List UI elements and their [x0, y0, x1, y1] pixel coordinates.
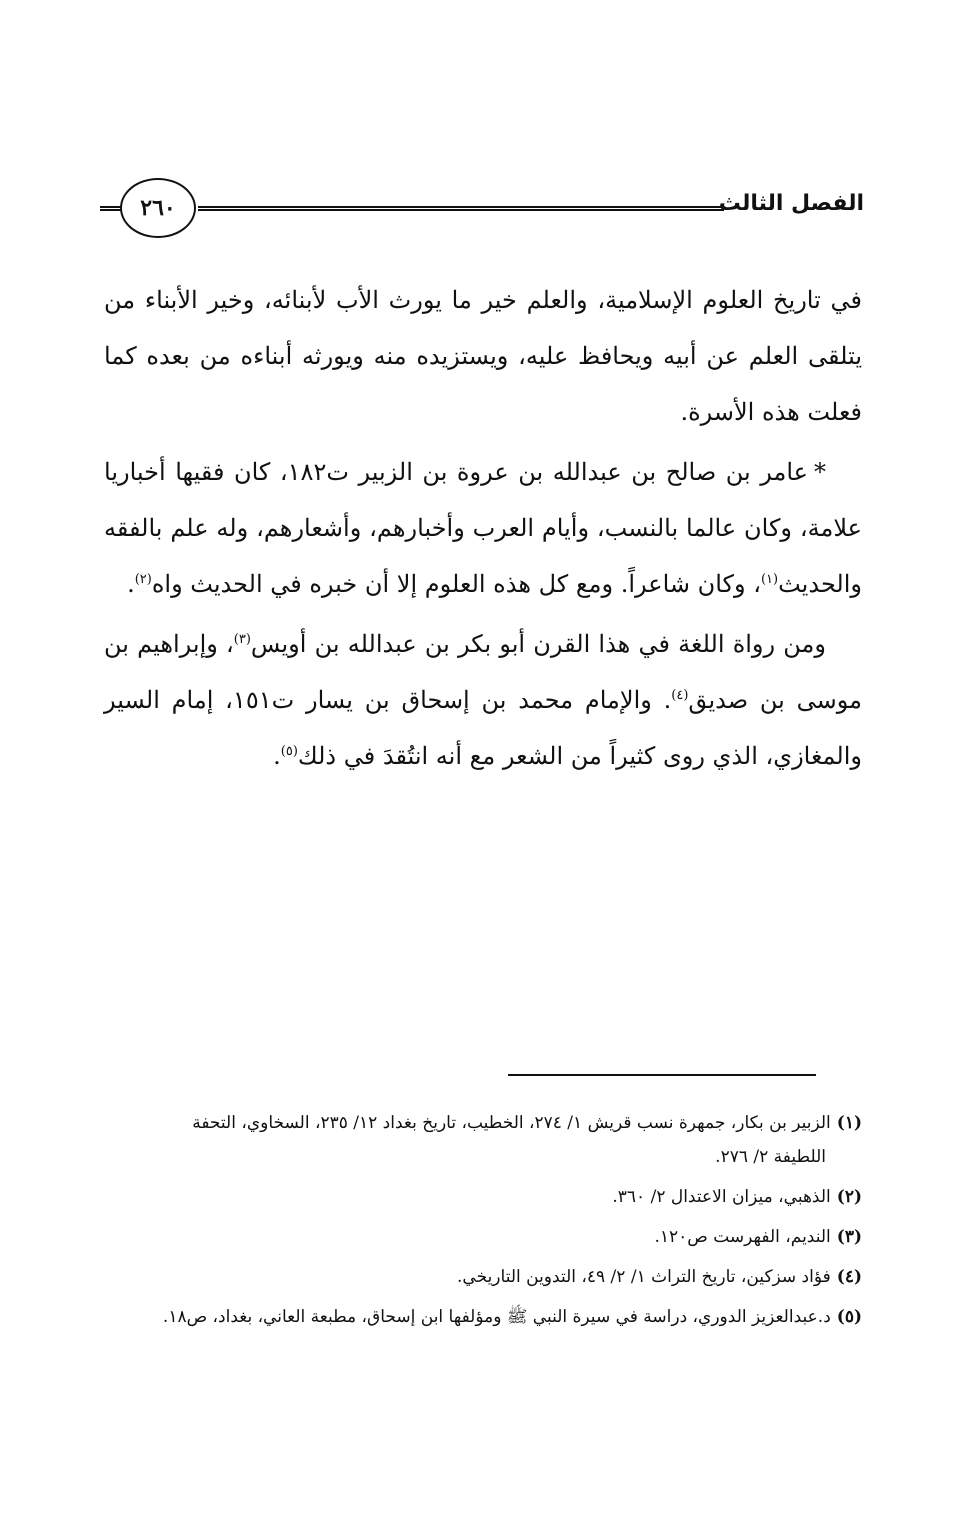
page-header — [100, 178, 864, 242]
paragraph-2-text-c: . — [127, 570, 135, 598]
footnote-5 — [104, 1300, 862, 1334]
footnote-2 — [104, 1180, 862, 1214]
footnote-separator — [508, 1074, 816, 1076]
paragraph-1-text: في تاريخ العلوم الإسلامية، والعلم خير ما يورث الأب لأبنائه، وخير الأبناء من يتلقى العلم عن أبيه ويحافظ عليه، ويستزيده منه ويورثه أبناءه من بعده كما فعلت هذه الأسرة. — [104, 286, 862, 426]
paragraph-2 — [104, 444, 862, 612]
footnote-number: (٢) — [836, 1187, 862, 1207]
header-rule-tail — [100, 206, 122, 211]
footnote-number: (٤) — [836, 1267, 862, 1287]
footnote-3 — [104, 1220, 862, 1254]
footnote-number: (٣) — [836, 1227, 862, 1247]
paragraph-1 — [104, 272, 862, 440]
footnote-ref-5: (٥) — [280, 744, 298, 759]
footnote-text: د.عبدالعزيز الدوري، دراسة في سيرة النبي ﷺ ومؤلفها ابن إسحاق، مطبعة العاني، بغداد، ص١٨. — [162, 1307, 831, 1327]
footnote-number: (٥) — [836, 1307, 862, 1327]
page-number-text: ٢٦٠ — [140, 195, 176, 221]
chapter-title: الفصل الثالث — [718, 191, 864, 216]
header-rule — [198, 206, 724, 211]
footnote-ref-4: (٤) — [671, 688, 689, 703]
footnote-ref-3: (٣) — [233, 632, 251, 647]
footnote-text: الذهبي، ميزان الاعتدال ٢/ ٣٦٠. — [612, 1187, 831, 1207]
footnote-ref-1: (١) — [760, 572, 779, 587]
paragraph-3-text-d: . — [273, 742, 281, 770]
main-text — [104, 272, 862, 788]
paragraph-2-text-b: ، وكان شاعراً. ومع كل هذه العلوم إلا أن خبره في الحديث واه — [151, 570, 761, 598]
paragraph-2-text-a: عامر بن صالح بن عبدالله بن عروة بن الزبير ت١٨٢، كان فقيها أخباريا علامة، وكان عالما بالنسب، وأيام العرب وأخبارهم، وأشعارهم، وله علم بالفقه والحديث — [104, 458, 862, 598]
footnote-4 — [104, 1260, 862, 1294]
paragraph-3 — [104, 616, 862, 784]
paragraph-3-text-c: . والإمام محمد بن إسحاق بن يسار ت١٥١، إمام السير والمغازي، الذي روى كثيراً من الشعر مع أنه انتُقدَ في ذلك — [104, 686, 862, 770]
footnote-text: النديم، الفهرست ص١٢٠. — [654, 1227, 831, 1247]
footnotes — [104, 1106, 862, 1340]
page-number — [120, 178, 196, 238]
footnote-1 — [104, 1106, 862, 1174]
footnote-text: فؤاد سزكين، تاريخ التراث ١/ ٢/ ٤٩، التدوين التاريخي. — [457, 1267, 831, 1287]
footnote-text: الزبير بن بكار، جمهرة نسب قريش ١/ ٢٧٤، الخطيب، تاريخ بغداد ١٢/ ٢٣٥، السخاوي، التحفة — [192, 1113, 831, 1133]
paragraph-3-text-b: ، وإبراهيم بن موسى بن صديق — [104, 630, 863, 714]
footnote-continuation: اللطيفة ٢/ ٢٧٦. — [715, 1147, 826, 1167]
footnote-ref-2: (٢) — [134, 572, 152, 587]
paragraph-bullet: * — [814, 458, 827, 486]
footnote-number: (١) — [836, 1113, 862, 1133]
paragraph-3-text-a: ومن رواة اللغة في هذا القرن أبو بكر بن عبدالله بن أويس — [250, 630, 827, 658]
